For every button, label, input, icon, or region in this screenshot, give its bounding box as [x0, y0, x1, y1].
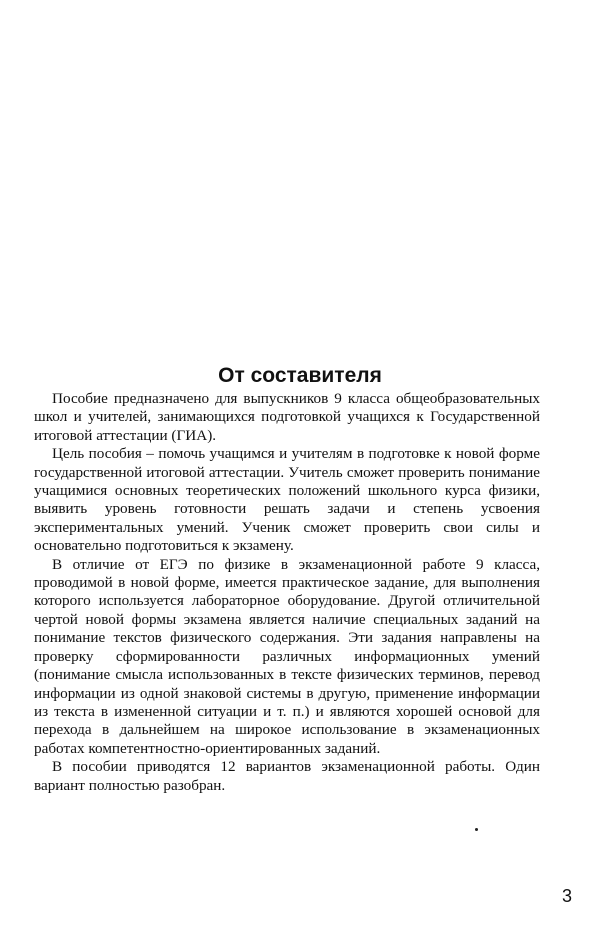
paragraph: Пособие предназначено для выпускников 9 класса общеобразовательных школ и учителей, занимающихся подготовкой учащихся к Государственной итоговой аттестации (ГИА).	[34, 390, 540, 444]
preface-body	[34, 390, 540, 795]
page-number: 3	[562, 886, 573, 906]
page-title: От составителя	[218, 364, 382, 387]
paragraph: В отличие от ЕГЭ по физике в экзаменационной работе 9 класса, проводимой в новой форме, имеется практическое задание, для выполнения которого используется лабораторное оборудование. Другой отличительной чертой новой формы экзамена является наличие специальных заданий на понимание текстов физического содержания. Эти задания направлены на проверку сформированности различных информационных умений (понимание смысла использованных в тексте физических терминов, перевод информации из одной знаковой системы в другую, применение информации из текста в измененной ситуации и т. п.) и являются хорошей основой для перехода в дальнейшем на широкое использование в экзаменационных работах компетентностно-ориентированных заданий.	[34, 555, 540, 757]
paragraph: Цель пособия – помочь учащимся и учителям в подготовке к новой форме государственной итоговой аттестации. Учитель сможет проверить понимание учащимися основных теоретических положений школьного курса физики, выявить уровень готовности решать задачи и степень усвоения экспериментальных умений. Ученик сможет проверить свои силы и основательно подготовиться к экзамену.	[34, 445, 540, 555]
print-speck	[475, 828, 478, 831]
paragraph: В пособии приводятся 12 вариантов экзаменационной работы. Один вариант полностью разобран.	[34, 758, 540, 794]
